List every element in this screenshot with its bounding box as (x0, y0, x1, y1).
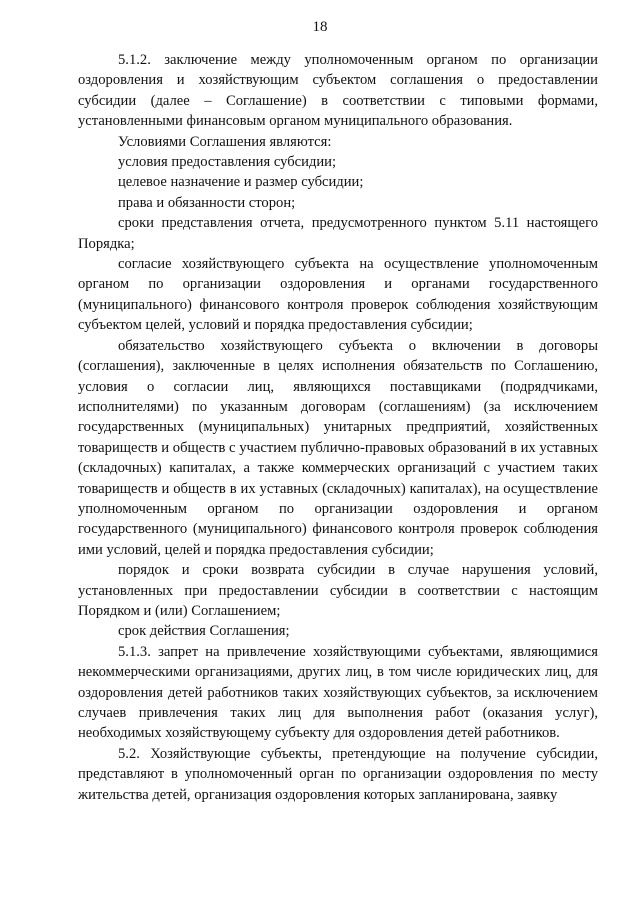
paragraph-5-1-2: 5.1.2. заключение между уполномоченным органом по организации оздоровления и хозяйствующим субъектом соглашения о предоставлении субсидии (далее – Соглашение) в соответствии с типовыми формами, установленными финансовым органом муниципального образования. (78, 52, 598, 130)
paragraph-condition-report-deadlines: сроки представления отчета, предусмотренного пунктом 5.11 настоящего Порядка; (78, 215, 598, 252)
paragraph-condition-purpose-amount: целевое назначение и размер субсидии; (118, 174, 364, 191)
page-number: 18 (312, 19, 328, 35)
paragraph-5-2: 5.2. Хозяйствующие субъекты, претендующие на получение субсидии, представляют в уполномоченный орган по организации оздоровления по месту жительства детей, организация оздоровления которых запланирована, заявку (78, 745, 598, 803)
paragraph-agreement-conditions-heading: Условиями Соглашения являются: (118, 133, 332, 150)
document-body (78, 50, 598, 805)
paragraph-condition-provision-terms: условия предоставления субсидии; (118, 154, 337, 171)
paragraph-condition-refund-procedure: порядок и сроки возврата субсидии в случае нарушения условий, установленных при предоставлении субсидии в соответствии с настоящим Порядком и (или) Соглашением; (78, 562, 598, 619)
paragraph-condition-contract-obligation: обязательство хозяйствующего субъекта о включении в договоры (соглашения), заключенные в целях исполнения обязательств по Соглашению, условия о согласии лиц, являющихся поставщиками (подрядчиками, исполнителями) по указанным договорам (соглашениям) (за исключением государственных (муниципальных) унитарных предприятий, хозяйственных товариществ и обществ с участием публично-правовых образований в их уставных (складочных) капиталах, а также коммерческих организаций с участием таких товариществ и обществ в их уставных (складочных) капиталах), на осуществление уполномоченным органом по организации оздоровления и органом государственного (муниципального) финансового контроля проверок соблюдения ими условий, целей и порядка предоставления субсидии; (78, 337, 598, 558)
paragraph-condition-agreement-term: срок действия Соглашения; (118, 623, 290, 640)
paragraph-condition-rights-duties: права и обязанности сторон; (118, 194, 296, 211)
paragraph-5-1-3: 5.1.3. запрет на привлечение хозяйствующими субъектами, являющимися некоммерческими организациями, других лиц, в том числе юридических лиц, для оздоровления детей работников таких хозяйствующих субъектов, за исключением случаев привлечения таких лиц для выполнения работ (оказания услуг), необходимых хозяйствующему субъекту для оздоровления детей работников. (78, 643, 598, 742)
paragraph-condition-consent-inspections: согласие хозяйствующего субъекта на осуществление уполномоченным органом по организации оздоровления и органами государственного (муниципального) финансового контроля проверок соблюдения хозяйствующим субъектом целей, условий и порядка предоставления субсидии; (78, 256, 598, 334)
